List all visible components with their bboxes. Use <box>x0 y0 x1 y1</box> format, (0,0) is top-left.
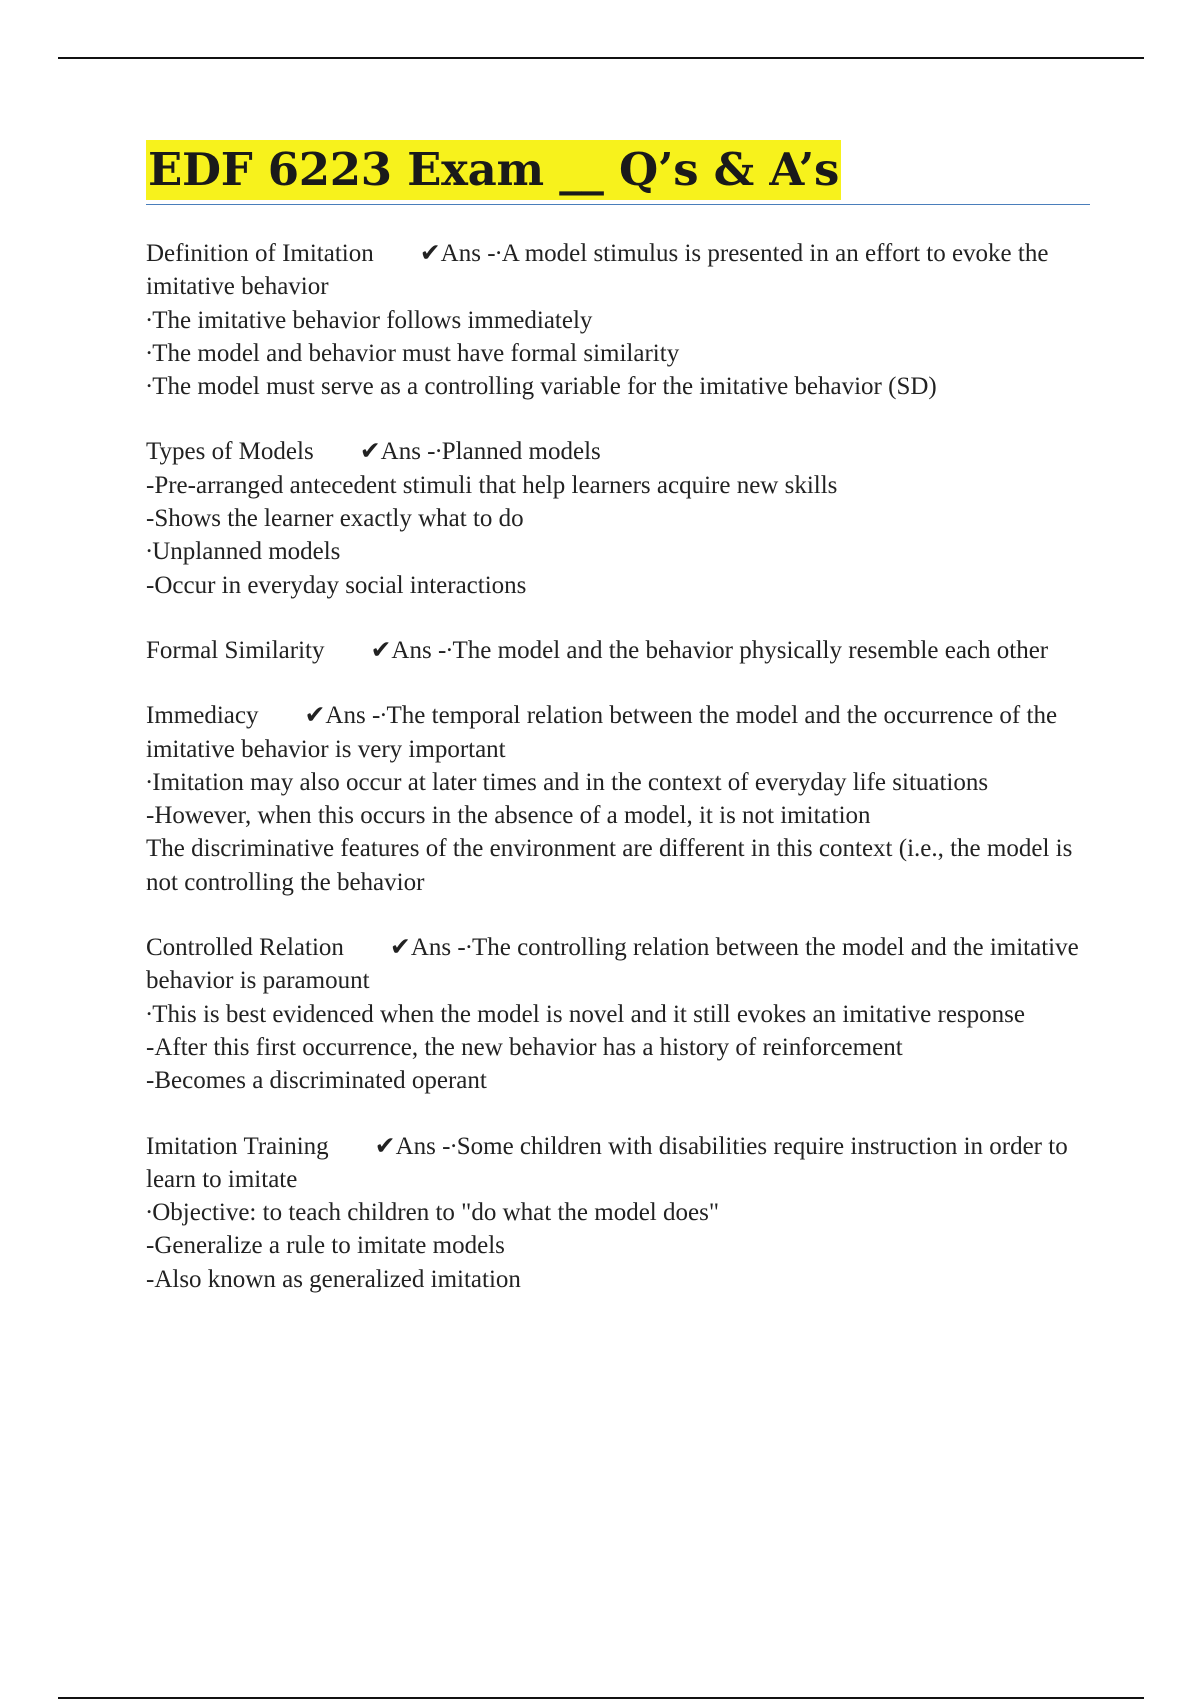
ans-marker: ✔Ans <box>374 1132 436 1160</box>
qa-answer-line: -Also known as generalized imitation <box>146 1265 521 1293</box>
qa-term: Formal Similarity <box>146 636 325 664</box>
qa-answer-line: -Shows the learner exactly what to do <box>146 505 524 533</box>
ans-marker: ✔Ans <box>419 240 481 267</box>
qa-term: Imitation Training <box>146 1132 329 1160</box>
qa-answer-line: -However, when this occurs in the absence of a model, it is not imitation <box>146 802 871 830</box>
qa-first-line <box>146 931 1090 998</box>
qa-answer-line: -Becomes a discriminated operant <box>146 1067 487 1095</box>
qa-answer-line: ∙This is best evidenced when the model is novel and it still evokes an imitative response <box>146 1000 1025 1028</box>
qa-term: Definition of Imitation <box>146 240 374 267</box>
qa-answer-line: ∙The model must serve as a controlling variable for the imitative behavior (SD) <box>146 373 937 401</box>
qa-entry-formal-similarity <box>146 634 1090 667</box>
qa-answer-line: ∙The model and behavior must have formal similarity <box>146 339 680 367</box>
qa-term: Types of Models <box>146 438 314 466</box>
qa-answer-line: The discriminative features of the environment are different in this context (i.e., the model is not controlling the behavior <box>146 835 1073 896</box>
qa-first-line <box>146 435 1090 468</box>
qa-entry-imitation-definition <box>146 237 1090 403</box>
qa-term: Controlled Relation <box>146 934 344 962</box>
ans-marker: ✔Ans <box>359 438 421 466</box>
document-title: EDF 6223 Exam __ Q’s & A’s <box>146 140 841 200</box>
document-body <box>146 140 1090 1328</box>
qa-answer-text: -∙The temporal relation between the model and the occurrence of the imitative behavior is very important <box>146 702 1058 763</box>
ans-marker: ✔Ans <box>389 934 452 962</box>
qa-term: Immediacy <box>146 702 259 730</box>
qa-answer-line: -After this first occurrence, the new behavior has a history of reinforcement <box>146 1033 903 1061</box>
qa-entry-controlled-relation <box>146 931 1090 1097</box>
qa-answer-line: ∙The imitative behavior follows immediately <box>146 306 593 334</box>
qa-answer-text: -∙Planned models <box>420 438 601 466</box>
qa-answer-text: -∙The model and the behavior physically resemble each other <box>431 636 1049 664</box>
qa-entry-types-of-models <box>146 435 1090 601</box>
qa-answer-line: -Occur in everyday social interactions <box>146 571 527 599</box>
qa-entry-imitation-training <box>146 1130 1090 1296</box>
qa-entry-immediacy <box>146 699 1090 899</box>
qa-answer-line: -Pre-arranged antecedent stimuli that help learners acquire new skills <box>146 471 838 499</box>
qa-answer-text: -∙The controlling relation between the model and the imitative behavior is paramount <box>146 934 1079 995</box>
qa-answer-text: -∙A model stimulus is presented in an effort to evoke the imitative behavior <box>146 240 1049 301</box>
qa-first-line <box>146 634 1090 667</box>
title-block <box>146 140 1090 205</box>
qa-first-line <box>146 699 1090 766</box>
qa-answer-line: ∙Imitation may also occur at later times and in the context of everyday life situations <box>146 768 989 796</box>
qa-first-line <box>146 1130 1090 1197</box>
page-top-rule <box>58 57 1144 59</box>
page-bottom-rule <box>58 1697 1144 1699</box>
qa-first-line <box>146 237 1090 304</box>
ans-marker: ✔Ans <box>370 636 432 664</box>
ans-marker: ✔Ans <box>304 702 366 730</box>
qa-answer-line: -Generalize a rule to imitate models <box>146 1232 505 1260</box>
qa-answer-line: ∙Objective: to teach children to "do what the model does" <box>146 1199 720 1227</box>
qa-answer-text: -∙Some children with disabilities require instruction in order to learn to imitate <box>146 1132 1068 1193</box>
qa-answer-line: ∙Unplanned models <box>146 538 341 566</box>
